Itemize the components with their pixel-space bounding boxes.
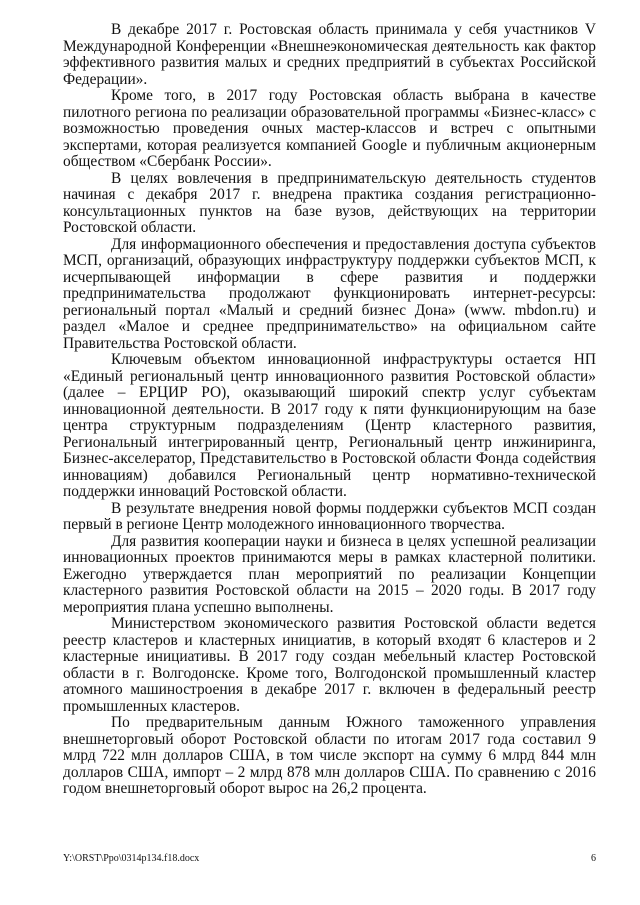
paragraph-information-resources: Для информационного обеспечения и предоставления доступа субъектов МСП, организаций, образующих инфраструктуру поддержки субъектов МСП, к исчерпывающей информации в сфере развития и поддержки предпринимательства продолжают функционировать интернет-ресурсы: региональный портал «Малый и средний бизнес Дона» (www. mbdon.ru) и раздел «Малое и среднее предпринимательство» на официальном сайте Правительства Ростовской области. (63, 235, 596, 352)
page-footer (63, 853, 596, 864)
paragraph-innovation-center: Ключевым объектом инновационной инфраструктуры остается НП «Единый региональный центр инновационного развития Ростовской области» (далее – ЕРЦИР РО), оказывающий широкий спектр услуг субъектам инновационной деятельности. В 2017 году к пяти функционирующим на базе центра структурным подразделениям (Центр кластерного развития, Региональный интегрированный центр, Региональный центр инжиниринга, Бизнес-акселератор, Представительство в Ростовской области Фонда содействия инновациям) добавился Региональный центр нормативно-технической поддержки инноваций Ростовской области. (63, 351, 596, 500)
file-path: Y:\ORST\Ppo\0314p134.f18.docx (63, 853, 200, 864)
paragraph-cluster-registry: Министерством экономического развития Ростовской области ведется реестр кластеров и кластерных инициатив, в который входят 6 кластеров и 2 кластерные инициативы. В 2017 году создан мебельный кластер Ростовской области в г. Волгодонске. Кроме того, Волгодонской промышленный кластер атомного машиностроения в декабре 2017 г. включен в федеральный реестр промышленных кластеров. (63, 615, 596, 715)
paragraph-conference: В декабре 2017 г. Ростовская область принимала у себя участников V Международной Конференции «Внешнеэкономическая деятельность как фактор эффективного развития малых и средних предприятий в субъектах Российской Федерации». (63, 21, 596, 88)
paragraph-business-class: Кроме того, в 2017 году Ростовская область выбрана в качестве пилотного региона по реализации образовательной программы «Бизнес-класс» с возможностью проведения очных мастер-классов и встреч с опытными экспертами, которая реализуется компанией Google и публичным акционерным обществом «Сбербанк России». (63, 87, 596, 170)
paragraph-foreign-trade: По предварительным данным Южного таможенного управления внешнеторговый оборот Ростовской области по итогам 2017 года составил 9 млрд 722 млн долларов США, в том числе экспорт на сумму 6 млрд 844 млн долларов США, импорт – 2 млрд 878 млн долларов США. По сравнению с 2016 годом внешнеторговый оборот вырос на 26,2 процента. (63, 714, 596, 797)
paragraph-cluster-policy: Для развития кооперации науки и бизнеса в целях успешной реализации инновационных проектов принимаются меры в рамках кластерной политики. Ежегодно утверждается план мероприятий по реализации Концепции кластерного развития Ростовской области на 2015 – 2020 годы. В 2017 году мероприятия плана успешно выполнены. (63, 532, 596, 616)
page-number: 6 (591, 853, 596, 864)
document-body (63, 22, 596, 798)
paragraph-students: В целях вовлечения в предпринимательскую деятельность студентов начиная с декабря 2017 г. внедрена практика создания регистрационно-консультационных пунктов на базе вузов, действующих на территории Ростовской области. (63, 169, 596, 236)
paragraph-youth-center: В результате внедрения новой формы поддержки субъектов МСП создан первый в регионе Центр молодежного инновационного творчества. (63, 499, 596, 533)
